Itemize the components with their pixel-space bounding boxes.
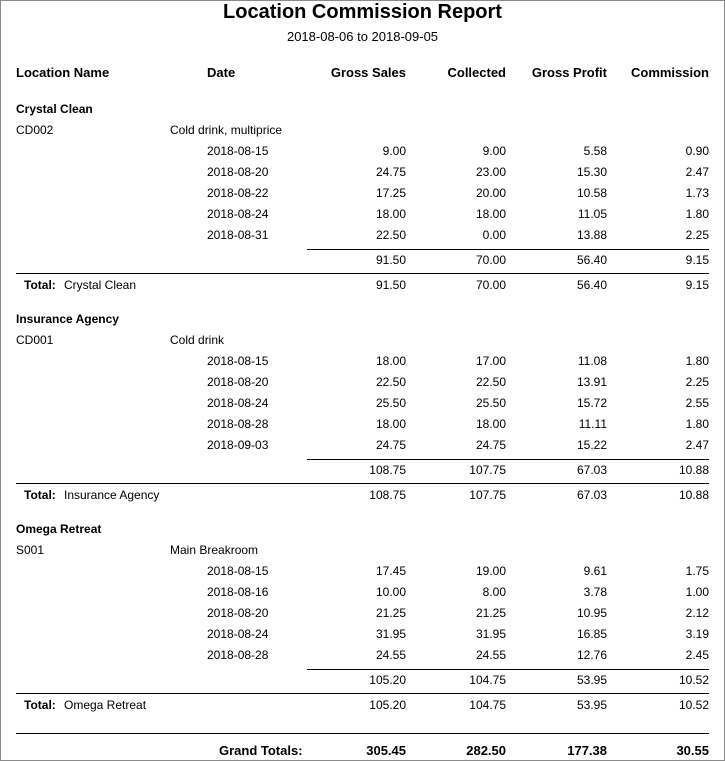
- detail-gross-sales: 17.25: [375, 186, 406, 200]
- group-total-name: Omega Retreat: [64, 698, 147, 712]
- column-header-location: Location Name: [16, 65, 110, 80]
- detail-gross-profit: 12.76: [576, 648, 607, 662]
- detail-gross-profit: 11.08: [577, 354, 607, 368]
- detail-date: 2018-09-03: [207, 438, 269, 452]
- subtotal-divider: [307, 669, 709, 670]
- detail-date: 2018-08-28: [207, 648, 269, 662]
- group-total-label: Total:: [24, 278, 56, 292]
- detail-gross-profit: 3.78: [583, 585, 607, 599]
- detail-collected: 25.50: [475, 396, 506, 410]
- detail-commission: 1.00: [685, 585, 709, 599]
- machine-name: Cold drink, multiprice: [170, 123, 283, 137]
- detail-gross-sales: 24.75: [375, 438, 406, 452]
- detail-gross-sales: 21.25: [375, 606, 406, 620]
- subtotal-commission: 10.52: [678, 673, 709, 687]
- group-total-commission: 9.15: [685, 278, 709, 292]
- column-header-gross-profit: Gross Profit: [531, 65, 607, 80]
- subtotal-gross-profit: 56.40: [576, 253, 607, 267]
- detail-collected: 19.00: [475, 564, 506, 578]
- subtotal-gross-sales: 108.75: [369, 463, 406, 477]
- detail-commission: 2.25: [685, 228, 709, 242]
- grand-total-collected: 282.50: [466, 743, 506, 758]
- detail-date: 2018-08-15: [207, 564, 269, 578]
- group-total-divider: [16, 693, 709, 694]
- group-total-name: Insurance Agency: [64, 488, 160, 502]
- detail-commission: 2.47: [685, 165, 709, 179]
- detail-collected: 21.25: [475, 606, 506, 620]
- detail-collected: 17.00: [475, 354, 506, 368]
- group-total-label: Total:: [24, 698, 56, 712]
- detail-gross-sales: 17.45: [375, 564, 406, 578]
- detail-collected: 0.00: [482, 228, 506, 242]
- detail-collected: 18.00: [475, 417, 506, 431]
- detail-commission: 1.80: [685, 354, 709, 368]
- group-total-label: Total:: [24, 488, 56, 502]
- grand-totals-label: Grand Totals:: [219, 743, 303, 758]
- detail-commission: 1.80: [685, 207, 709, 221]
- detail-date: 2018-08-22: [207, 186, 269, 200]
- detail-gross-sales: 22.50: [375, 375, 406, 389]
- detail-gross-sales: 24.55: [375, 648, 406, 662]
- detail-gross-profit: 16.85: [576, 627, 607, 641]
- detail-date: 2018-08-16: [207, 585, 269, 599]
- detail-collected: 18.00: [475, 207, 506, 221]
- detail-gross-sales: 22.50: [375, 228, 406, 242]
- detail-commission: 3.19: [685, 627, 709, 641]
- detail-collected: 9.00: [482, 144, 506, 158]
- subtotal-collected: 104.75: [469, 673, 506, 687]
- subtotal-divider: [307, 459, 709, 460]
- detail-collected: 8.00: [482, 585, 506, 599]
- detail-gross-sales: 18.00: [375, 354, 406, 368]
- group-total-gross-sales: 108.75: [369, 488, 406, 502]
- group-total-gross-sales: 105.20: [369, 698, 406, 712]
- detail-commission: 2.55: [685, 396, 709, 410]
- detail-date: 2018-08-20: [207, 165, 269, 179]
- detail-date: 2018-08-20: [207, 375, 269, 389]
- subtotal-gross-profit: 53.95: [576, 673, 607, 687]
- group-total-gross-profit: 53.95: [576, 698, 607, 712]
- detail-collected: 23.00: [475, 165, 506, 179]
- location-code: CD002: [16, 123, 54, 137]
- column-header-commission: Commission: [630, 65, 709, 80]
- detail-gross-sales: 10.00: [375, 585, 406, 599]
- detail-commission: 2.12: [685, 606, 709, 620]
- detail-collected: 31.95: [475, 627, 506, 641]
- detail-date: 2018-08-24: [207, 207, 269, 221]
- subtotal-commission: 10.88: [678, 463, 709, 477]
- detail-gross-sales: 18.00: [375, 417, 406, 431]
- location-group-name: Crystal Clean: [16, 102, 93, 116]
- subtotal-divider: [307, 249, 709, 250]
- detail-date: 2018-08-24: [207, 396, 269, 410]
- detail-gross-profit: 15.30: [576, 165, 607, 179]
- group-total-gross-sales: 91.50: [375, 278, 406, 292]
- detail-commission: 1.75: [685, 564, 709, 578]
- location-code: CD001: [16, 333, 54, 347]
- detail-gross-profit: 10.58: [576, 186, 607, 200]
- grand-total-commission: 30.55: [676, 743, 709, 758]
- subtotal-collected: 107.75: [469, 463, 506, 477]
- detail-gross-profit: 5.58: [583, 144, 607, 158]
- subtotal-gross-sales: 105.20: [369, 673, 406, 687]
- detail-commission: 1.80: [685, 417, 709, 431]
- detail-gross-sales: 9.00: [382, 144, 406, 158]
- subtotal-gross-profit: 67.03: [576, 463, 607, 477]
- grand-total-divider: [16, 733, 709, 734]
- grand-total-gross-sales: 305.45: [366, 743, 406, 758]
- group-total-name: Crystal Clean: [64, 278, 137, 292]
- detail-gross-profit: 9.61: [583, 564, 607, 578]
- grand-total-gross-profit: 177.38: [567, 743, 607, 758]
- group-total-gross-profit: 67.03: [576, 488, 607, 502]
- location-code: S001: [16, 543, 45, 557]
- detail-gross-sales: 24.75: [375, 165, 406, 179]
- detail-gross-profit: 13.91: [576, 375, 607, 389]
- machine-name: Cold drink: [170, 333, 225, 347]
- detail-gross-sales: 18.00: [375, 207, 406, 221]
- detail-commission: 0.90: [685, 144, 709, 158]
- column-header-date: Date: [207, 65, 236, 80]
- detail-gross-profit: 15.22: [576, 438, 607, 452]
- report-title: Location Commission Report: [223, 1, 502, 23]
- group-total-collected: 107.75: [469, 488, 506, 502]
- subtotal-gross-sales: 91.50: [375, 253, 406, 267]
- subtotal-collected: 70.00: [475, 253, 506, 267]
- machine-name: Main Breakroom: [170, 543, 259, 557]
- detail-gross-sales: 25.50: [375, 396, 406, 410]
- group-total-collected: 104.75: [469, 698, 506, 712]
- detail-date: 2018-08-31: [207, 228, 269, 242]
- group-total-divider: [16, 273, 709, 274]
- location-group-name: Omega Retreat: [16, 522, 102, 536]
- detail-commission: 2.25: [685, 375, 709, 389]
- detail-gross-profit: 10.95: [576, 606, 607, 620]
- column-header-collected: Collected: [447, 65, 506, 80]
- group-total-commission: 10.88: [678, 488, 709, 502]
- detail-collected: 24.55: [475, 648, 506, 662]
- detail-gross-profit: 13.88: [576, 228, 607, 242]
- group-total-gross-profit: 56.40: [576, 278, 607, 292]
- detail-commission: 2.47: [685, 438, 709, 452]
- report-date-range: 2018-08-06 to 2018-09-05: [286, 29, 439, 44]
- detail-gross-profit: 11.11: [578, 417, 607, 431]
- detail-date: 2018-08-24: [207, 627, 269, 641]
- detail-gross-sales: 31.95: [375, 627, 406, 641]
- detail-gross-profit: 15.72: [576, 396, 607, 410]
- group-total-commission: 10.52: [678, 698, 709, 712]
- detail-commission: 2.45: [685, 648, 709, 662]
- column-header-gross-sales: Gross Sales: [330, 65, 406, 80]
- detail-collected: 24.75: [475, 438, 506, 452]
- detail-gross-profit: 11.05: [577, 207, 607, 221]
- group-total-divider: [16, 483, 709, 484]
- detail-date: 2018-08-15: [207, 144, 269, 158]
- detail-date: 2018-08-20: [207, 606, 269, 620]
- detail-collected: 22.50: [475, 375, 506, 389]
- location-group-name: Insurance Agency: [16, 312, 119, 326]
- detail-collected: 20.00: [475, 186, 506, 200]
- detail-date: 2018-08-15: [207, 354, 269, 368]
- detail-date: 2018-08-28: [207, 417, 269, 431]
- subtotal-commission: 9.15: [685, 253, 709, 267]
- group-total-collected: 70.00: [475, 278, 506, 292]
- detail-commission: 1.73: [685, 186, 709, 200]
